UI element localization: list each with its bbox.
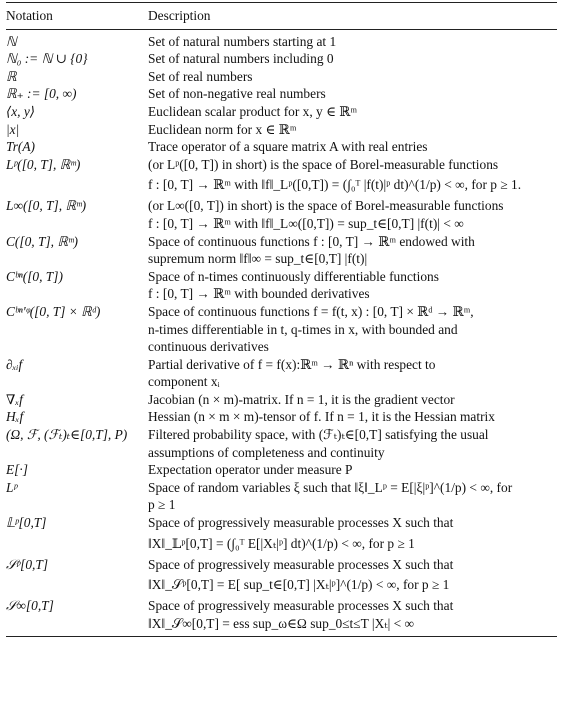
description-line: Expectation operator under measure P [148, 462, 353, 478]
description-cell [144, 426, 557, 461]
notation-cell: C([0, T], ℝᵐ) [6, 233, 78, 249]
notation-cell: ℝ₊ := [0, ∞) [6, 86, 77, 102]
description-cell [144, 68, 557, 86]
notation-cell: ⟨x, y⟩ [6, 103, 36, 119]
table-row [6, 103, 557, 121]
description-line: continuous derivatives [148, 339, 269, 355]
column-header-description: Description [144, 3, 557, 30]
description-cell [144, 156, 557, 198]
notation-cell: ∇ₓf [6, 391, 23, 407]
table-row [6, 138, 557, 156]
table-row [6, 85, 557, 103]
description-line: Set of natural numbers including 0 [148, 51, 334, 67]
description-line: Euclidean scalar product for x, y ∈ ℝᵐ [148, 103, 358, 119]
table-row [6, 408, 557, 426]
table-row [6, 556, 557, 598]
description-cell [144, 303, 557, 356]
description-line: Partial derivative of f = f(x):ℝᵐ → ℝⁿ with respect to [148, 356, 436, 372]
description-cell [144, 138, 557, 156]
description-line: Set of non-negative real numbers [148, 86, 326, 102]
table-row [6, 121, 557, 139]
notation-cell: ∂ₓᵢf [6, 356, 23, 372]
notation-table [6, 2, 557, 637]
description-line: n-times differentiable in t, q-times in x, with bounded and [148, 321, 458, 337]
description-line: supremum norm ‖f‖∞ = sup_t∈[0,T] |f(t)| [148, 251, 368, 267]
notation-cell: Cᵇⁿ([0, T]) [6, 268, 63, 284]
description-cell [144, 197, 557, 232]
table-row [6, 303, 557, 356]
table-row [6, 426, 557, 461]
notation-cell: 𝒮∞[0,T] [6, 597, 144, 637]
description-cell [144, 597, 557, 637]
notation-cell: 𝕃ᵖ[0,T] [6, 515, 47, 531]
notation-cell: (Ω, ℱ, (ℱₜ)ₜ∈[0,T], P) [6, 427, 128, 443]
notation-cell: Hₓf [6, 409, 24, 425]
description-line: Set of real numbers [148, 68, 253, 84]
description-cell [144, 514, 557, 556]
description-line: Space of continuous functions f : [0, T] → ℝᵐ endowed with [148, 233, 475, 249]
description-line: Space of random variables ξ such that ‖ξ‖_Lᵖ = E[|ξ|ᵖ]^(1/p) < ∞, for [148, 479, 513, 495]
description-line: Space of n-times continuously differentiable functions [148, 268, 439, 284]
description-line: ‖X‖_𝒮∞[0,T] = ess sup_ω∈Ω sup_0≤t≤T |Xₜ| < ∞ [148, 615, 415, 631]
table-row [6, 514, 557, 556]
notation-cell: ℕ₀ := ℕ ∪ {0} [6, 51, 88, 67]
description-line: Space of progressively measurable processes X such that [148, 556, 454, 572]
table-row [6, 29, 557, 50]
description-cell [144, 29, 557, 50]
description-cell [144, 103, 557, 121]
table-header-row [6, 3, 557, 30]
description-line: (or Lᵖ([0, T]) in short) is the space of Borel-measurable functions [148, 156, 499, 172]
table-row [6, 391, 557, 409]
description-line: f : [0, T] → ℝᵐ with ‖f‖_Lᵖ([0,T]) = (∫₀ᵀ |f(t)|ᵖ dt)^(1/p) < ∞, for p ≥ 1. [148, 177, 522, 193]
description-cell [144, 408, 557, 426]
description-line: Set of natural numbers starting at 1 [148, 33, 337, 49]
notation-cell: ℝ [6, 68, 17, 84]
notation-cell: ℕ [6, 33, 17, 49]
description-cell [144, 268, 557, 303]
table-row [6, 479, 557, 514]
description-cell [144, 556, 557, 598]
description-line: assumptions of completeness and continuity [148, 444, 385, 460]
table-row [6, 68, 557, 86]
description-line: Trace operator of a square matrix A with real entries [148, 139, 428, 155]
description-cell [144, 461, 557, 479]
notation-cell: Lᵖ [6, 479, 18, 495]
description-line: f : [0, T] → ℝᵐ with bounded derivatives [148, 286, 370, 302]
description-line: f : [0, T] → ℝᵐ with ‖f‖_L∞([0,T]) = sup_t∈[0,T] |f(t)| < ∞ [148, 215, 464, 231]
description-line: Filtered probability space, with (ℱₜ)ₜ∈[0,T] satisfying the usual [148, 427, 489, 443]
description-cell [144, 391, 557, 409]
table-row [6, 268, 557, 303]
notation-cell: Cᵇⁿ'ᵠ([0, T] × ℝᵈ) [6, 303, 101, 319]
description-line: (or L∞([0, T]) in short) is the space of Borel-measurable functions [148, 198, 504, 214]
description-cell [144, 50, 557, 68]
notation-cell: E[·] [6, 462, 28, 478]
description-line: Space of continuous functions f = f(t, x) : [0, T] × ℝᵈ → ℝᵐ, [148, 303, 474, 319]
table-row [6, 197, 557, 232]
description-line: component xᵢ [148, 374, 220, 390]
notation-cell: |x| [6, 121, 20, 137]
description-line: Euclidean norm for x ∈ ℝᵐ [148, 121, 297, 137]
table-row [6, 156, 557, 198]
description-cell [144, 233, 557, 268]
description-line: Space of progressively measurable processes X such that [148, 598, 454, 614]
description-cell [144, 85, 557, 103]
description-line: ‖X‖_𝕃ᵖ[0,T] = (∫₀ᵀ E[|Xₜ|ᵖ] dt)^(1/p) < ∞, for p ≥ 1 [148, 535, 415, 551]
table-row [6, 50, 557, 68]
table-row [6, 461, 557, 479]
table-row [6, 233, 557, 268]
notation-cell: L∞([0, T], ℝᵐ) [6, 198, 87, 214]
description-line: p ≥ 1 [148, 497, 176, 513]
description-cell [144, 479, 557, 514]
description-line: ‖X‖_𝒮ᵖ[0,T] = E[ sup_t∈[0,T] |Xₜ|ᵖ]^(1/p) < ∞, for p ≥ 1 [148, 577, 450, 593]
description-cell [144, 121, 557, 139]
table-row [6, 597, 557, 637]
notation-cell: Lᵖ([0, T], ℝᵐ) [6, 156, 81, 172]
description-cell [144, 356, 557, 391]
notation-cell: Tr(A) [6, 139, 36, 155]
column-header-notation: Notation [6, 3, 144, 30]
description-line: Jacobian (n × m)-matrix. If n = 1, it is the gradient vector [148, 391, 455, 407]
description-line: Space of progressively measurable processes X such that [148, 515, 454, 531]
table-row [6, 356, 557, 391]
notation-cell: 𝒮ᵖ[0,T] [6, 556, 49, 572]
description-line: Hessian (n × m × m)-tensor of f. If n = 1, it is the Hessian matrix [148, 409, 495, 425]
